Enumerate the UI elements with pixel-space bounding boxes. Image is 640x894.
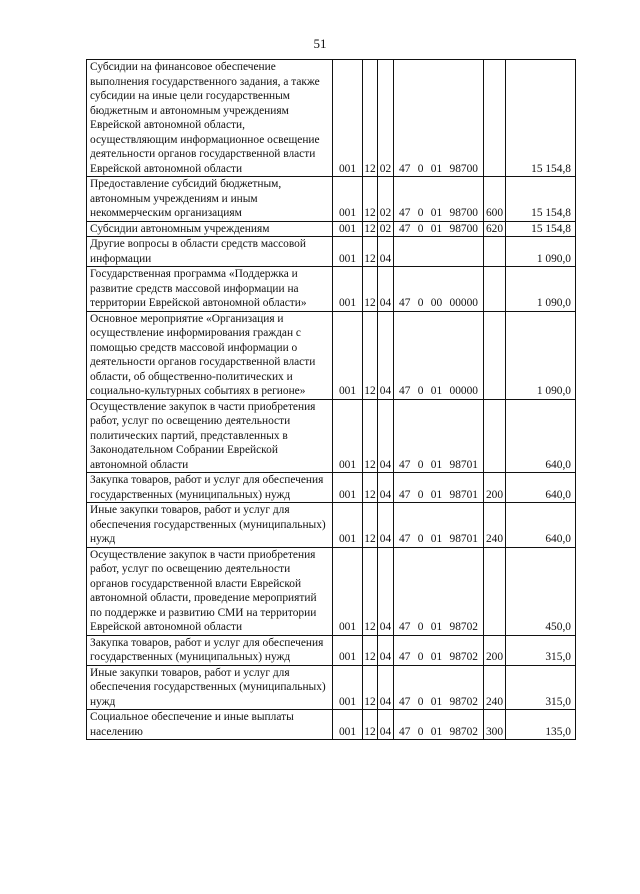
- target-code: 98702: [449, 651, 478, 663]
- row-name: Другие вопросы в области средств массовой информации: [87, 237, 333, 267]
- section-code: 12: [363, 311, 378, 399]
- subsection-code: 04: [378, 547, 394, 635]
- section-code: 12: [364, 222, 376, 235]
- target-article-code: [394, 237, 484, 267]
- section-code: 12: [363, 177, 378, 222]
- subsection-code: 04: [378, 473, 394, 503]
- target-subprogram: 0: [417, 695, 424, 708]
- table-row: [87, 473, 576, 503]
- table-row: [87, 177, 576, 222]
- subsection-code: 04: [378, 503, 394, 548]
- amount-value: 135,0: [506, 710, 576, 740]
- target-code: 98701: [449, 458, 478, 471]
- target-event: 01: [430, 651, 443, 663]
- amount-value: 315,0: [506, 635, 576, 665]
- subsection-code: 02: [378, 221, 394, 237]
- target-event: 01: [430, 458, 443, 471]
- target-event: 01: [430, 385, 443, 397]
- amount-value: 450,0: [506, 547, 576, 635]
- ministry-code: 001: [333, 710, 363, 740]
- row-name: Иные закупки товаров, работ и услуг для обеспечения государственных (муниципальных) нужд: [87, 503, 333, 548]
- row-name: Осуществление закупок в части приобретения работ, услуг по освещению деятельности органов государственной власти Еврейской автономной области, проведение мероприятий по поддержке и развитию СМИ на территории Еврейской автономной области: [87, 547, 333, 635]
- section-code: 12: [363, 473, 378, 503]
- expense-type-code: 600: [484, 177, 506, 222]
- target-code: 98701: [449, 533, 478, 545]
- expense-type-code: [484, 237, 506, 267]
- ministry-code: 001: [333, 60, 363, 177]
- target-program: 47: [399, 695, 411, 708]
- section-code: 12: [363, 710, 378, 740]
- target-article-code: [394, 221, 484, 237]
- table-row: [87, 311, 576, 399]
- row-name: Закупка товаров, работ и услуг для обеспечения государственных (муниципальных) нужд: [87, 635, 333, 665]
- target-program: 47: [399, 725, 411, 738]
- target-program: 47: [399, 651, 411, 663]
- target-code: 98702: [449, 725, 478, 738]
- table-row: [87, 60, 576, 177]
- table-row: [87, 503, 576, 548]
- ministry-code: 001: [333, 547, 363, 635]
- target-article-parts: [396, 296, 481, 311]
- target-program: 47: [399, 533, 411, 545]
- target-event: 01: [430, 621, 443, 633]
- expense-type-code: [484, 267, 506, 312]
- target-subprogram: 0: [417, 222, 424, 235]
- target-program: 47: [399, 162, 411, 175]
- target-program: 47: [399, 621, 411, 633]
- target-article-parts: [396, 206, 481, 221]
- row-name: Закупка товаров, работ и услуг для обеспечения государственных (муниципальных) нужд: [87, 473, 333, 503]
- expense-type-code: 240: [484, 665, 506, 710]
- amount-value: 1 090,0: [506, 267, 576, 312]
- target-event: 01: [430, 695, 443, 708]
- section-code: 12: [363, 267, 378, 312]
- table-row: [87, 547, 576, 635]
- subsection-code: 04: [378, 399, 394, 473]
- section-code: 12: [363, 635, 378, 665]
- expense-type-code: 620: [484, 221, 506, 237]
- target-subprogram: 0: [417, 162, 424, 175]
- table-body: [87, 60, 576, 740]
- target-article-code: [394, 399, 484, 473]
- target-article-code: [394, 635, 484, 665]
- ministry-code: 001: [333, 665, 363, 710]
- page-number: 51: [313, 36, 327, 51]
- expense-type-code: [484, 60, 506, 177]
- expense-type-code: 200: [484, 473, 506, 503]
- row-name: Основное мероприятие «Организация и осуществление информирования граждан с помощью средств массовой информации о деятельности органов государственной власти области, об общественно-политических и социально-культурных событиях в регионе»: [87, 311, 333, 399]
- target-article-parts: [396, 650, 481, 665]
- table-row: [87, 635, 576, 665]
- target-event: 01: [430, 488, 443, 501]
- ministry-code: 001: [333, 221, 363, 237]
- target-article-code: [394, 311, 484, 399]
- target-event: 01: [430, 207, 443, 219]
- amount-value: 1 090,0: [506, 237, 576, 267]
- subsection-code: 04: [378, 635, 394, 665]
- target-article-parts: [396, 725, 481, 740]
- expense-type-code: [484, 311, 506, 399]
- target-article-code: [394, 503, 484, 548]
- target-subprogram: 0: [417, 385, 424, 397]
- row-name: Предоставление субсидий бюджетным, автономным учреждениям и иным некоммерческим организациям: [87, 177, 333, 222]
- target-code: 98700: [449, 207, 478, 219]
- target-subprogram: 0: [417, 621, 424, 633]
- section-code: 12: [363, 665, 378, 710]
- target-article-code: [394, 473, 484, 503]
- target-program: 47: [399, 222, 411, 235]
- target-article-code: [394, 267, 484, 312]
- ministry-code: 001: [333, 503, 363, 548]
- ministry-code: 001: [333, 237, 363, 267]
- target-program: 47: [399, 488, 411, 501]
- expense-type-code: [484, 399, 506, 473]
- target-article-parts: [396, 695, 481, 710]
- target-subprogram: 0: [417, 297, 424, 309]
- target-event: 00: [430, 297, 443, 309]
- expense-type-code: [484, 547, 506, 635]
- section-code: 12: [363, 399, 378, 473]
- amount-value: 15 154,8: [506, 221, 576, 237]
- ministry-code: 001: [333, 399, 363, 473]
- amount-value: 15 154,8: [506, 60, 576, 177]
- section-code: 12: [363, 547, 378, 635]
- budget-table: [86, 59, 576, 740]
- table-row: [87, 221, 576, 237]
- target-article-code: [394, 60, 484, 177]
- target-event: 01: [430, 222, 443, 235]
- amount-value: 1 090,0: [506, 311, 576, 399]
- row-name: Социальное обеспечение и иные выплаты населению: [87, 710, 333, 740]
- target-event: 01: [430, 533, 443, 545]
- table-row: [87, 237, 576, 267]
- target-article-parts: [396, 222, 481, 237]
- target-program: 47: [399, 207, 411, 219]
- target-program: 47: [399, 458, 411, 471]
- subsection-code: 04: [378, 311, 394, 399]
- row-name: Иные закупки товаров, работ и услуг для обеспечения государственных (муниципальных) нужд: [87, 665, 333, 710]
- table-row: [87, 710, 576, 740]
- target-article-code: [394, 710, 484, 740]
- target-code: 00000: [449, 385, 478, 397]
- amount-value: 640,0: [506, 399, 576, 473]
- section-code: 12: [363, 503, 378, 548]
- table-row: [87, 267, 576, 312]
- subsection-code: 04: [378, 710, 394, 740]
- target-code: 98700: [449, 162, 478, 175]
- target-subprogram: 0: [417, 488, 424, 501]
- target-article-parts: [396, 384, 481, 399]
- amount-value: 15 154,8: [506, 177, 576, 222]
- target-article-code: [394, 665, 484, 710]
- target-code: 98701: [449, 488, 478, 501]
- target-article-parts: [396, 162, 481, 177]
- target-subprogram: 0: [417, 725, 424, 738]
- target-event: 01: [430, 162, 443, 175]
- target-program: 47: [399, 385, 411, 397]
- target-subprogram: 0: [417, 533, 424, 545]
- subsection-code: 04: [378, 665, 394, 710]
- row-name: Государственная программа «Поддержка и развитие средств массовой информации на территории Еврейской автономной области»: [87, 267, 333, 312]
- row-name: Осуществление закупок в части приобретения работ, услуг по освещению деятельности политических партий, представленных в Законодательном Собрании Еврейской автономной области: [87, 399, 333, 473]
- table-row: [87, 665, 576, 710]
- amount-value: 315,0: [506, 665, 576, 710]
- subsection-code: 04: [378, 267, 394, 312]
- expense-type-code: 240: [484, 503, 506, 548]
- target-article-code: [394, 177, 484, 222]
- ministry-code: 001: [333, 267, 363, 312]
- target-code: 98702: [449, 621, 478, 633]
- target-article-parts: [396, 488, 481, 503]
- row-name: Субсидии на финансовое обеспечение выполнения государственного задания, а также субсидии на иные цели государственным бюджетным и автономным учреждениям Еврейской автономной области, осуществляющим информационное освещение деятельности органов государственной власти Еврейской автономной области: [87, 60, 333, 177]
- target-article-parts: [396, 532, 481, 547]
- target-event: 01: [430, 725, 443, 738]
- expense-type-code: 200: [484, 635, 506, 665]
- subsection-code: 02: [378, 60, 394, 177]
- target-article-code: [394, 547, 484, 635]
- expense-type-code: 300: [484, 710, 506, 740]
- ministry-code: 001: [333, 473, 363, 503]
- section-code: 12: [363, 60, 378, 177]
- ministry-code: 001: [333, 635, 363, 665]
- row-name: Субсидии автономным учреждениям: [87, 221, 333, 237]
- target-code: 98702: [449, 695, 478, 708]
- target-code: 00000: [449, 297, 478, 309]
- target-subprogram: 0: [417, 207, 424, 219]
- ministry-code: 001: [333, 177, 363, 222]
- subsection-code: 02: [378, 177, 394, 222]
- ministry-code: 001: [333, 311, 363, 399]
- target-article-parts: [396, 620, 481, 635]
- target-article-parts: [396, 458, 481, 473]
- target-program: 47: [399, 297, 411, 309]
- subsection-code: 04: [378, 237, 394, 267]
- target-subprogram: 0: [417, 651, 424, 663]
- target-code: 98700: [449, 222, 478, 235]
- section-code: 12: [363, 237, 378, 267]
- amount-value: 640,0: [506, 473, 576, 503]
- target-subprogram: 0: [417, 458, 424, 471]
- amount-value: 640,0: [506, 503, 576, 548]
- table-row: [87, 399, 576, 473]
